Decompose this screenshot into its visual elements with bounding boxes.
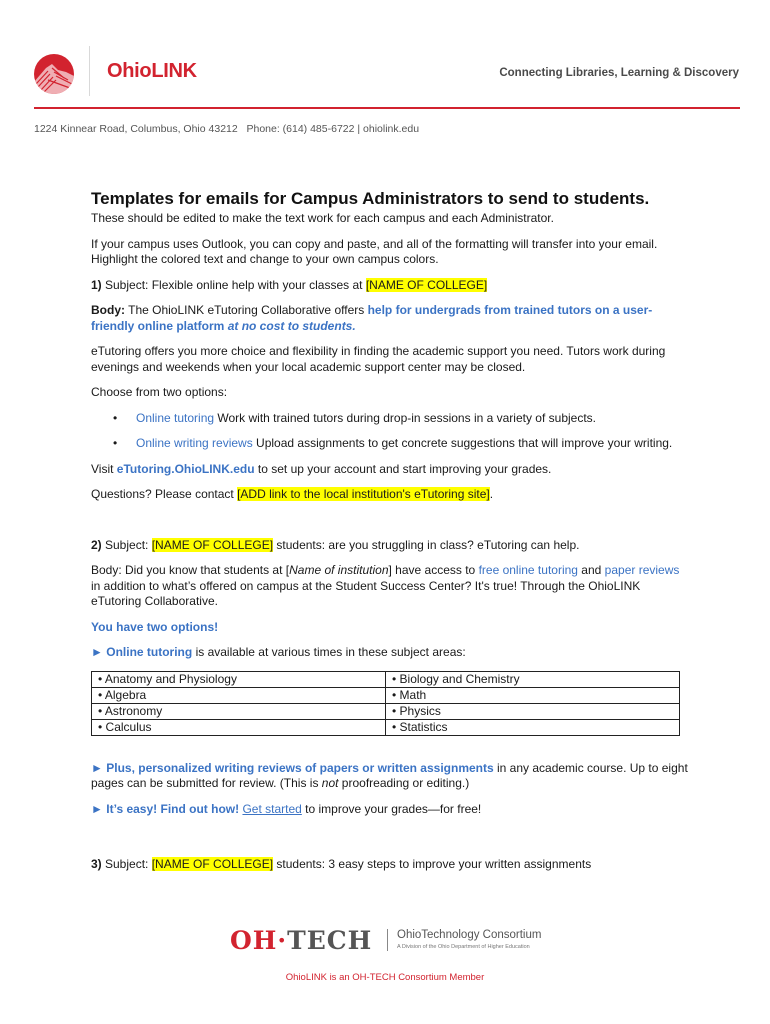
get-started-link[interactable]: Get started <box>242 801 302 816</box>
writing-reviews-line <box>91 761 691 792</box>
option-text: Work with trained tutors during drop-in sessions in a variety of subjects. <box>214 410 596 425</box>
table-cell: • Math <box>386 687 680 703</box>
table-cell: • Astronomy <box>92 703 386 719</box>
email1-subject <box>91 278 691 294</box>
address-line: 1224 Kinnear Road, Columbus, Ohio 43212 Phone: (614) 485-6722 | ohiolink.edu <box>34 123 420 135</box>
email3-number: 3) <box>91 857 102 871</box>
body-text: The OhioLINK eTutoring Collaborative offers <box>125 303 368 317</box>
subjects-table <box>91 671 680 736</box>
table-row <box>92 719 680 735</box>
subject-text: Subject: <box>101 537 152 552</box>
email3-subject <box>91 857 691 873</box>
body-label: Body: <box>91 303 125 317</box>
email1-number: 1) <box>91 277 102 292</box>
visit-text: to set up your account and start improving your grades. <box>254 461 552 476</box>
tagline: Connecting Libraries, Learning & Discovery <box>499 67 739 79</box>
ohiolink-logo-icon <box>34 54 74 94</box>
questions-text: Questions? Please contact <box>91 487 238 501</box>
subject-text: students: 3 easy steps to improve your written assignments <box>273 857 592 871</box>
brand-name: OhioLINK <box>107 60 197 82</box>
body-text: in any academic course. Up to eight pages can be submitted for review. (This is <box>91 760 688 790</box>
consortium-name: OhioTechnology Consortium <box>397 929 542 941</box>
consortium-subtitle: A Division of the Ohio Department of Higher Education <box>397 944 530 950</box>
ohtech-oh: OH <box>230 926 278 955</box>
email2-subject <box>91 538 691 554</box>
arrow-icon: ► <box>91 645 103 659</box>
easy-label: It’s easy! Find out how! <box>106 801 240 816</box>
table-cell: • Physics <box>386 703 680 719</box>
online-tutoring-link[interactable]: Online tutoring <box>106 645 193 659</box>
header-rule <box>34 107 740 109</box>
body-text: in addition to what’s offered on campus at the Student Success Center? It's true! Through the OhioLINK eTutoring Collaborative. <box>91 578 641 608</box>
body-text: Body: Did you know that students at [ <box>91 563 290 577</box>
subject-text: Subject: Flexible online help with your classes at <box>101 277 366 292</box>
page-title: Templates for emails for Campus Administrators to send to students. <box>91 189 650 208</box>
visit-text: Visit <box>91 461 117 476</box>
document-body <box>91 189 691 883</box>
table-cell: • Anatomy and Physiology <box>92 671 386 687</box>
subject-text: students: are you struggling in class? eTutoring can help. <box>273 537 580 552</box>
subject-text: Subject: <box>101 857 152 871</box>
questions-line <box>91 487 691 503</box>
paper-reviews-link[interactable]: paper reviews <box>604 563 680 577</box>
ohtech-logo <box>230 926 372 955</box>
options-list <box>91 411 691 452</box>
footer-divider <box>387 929 388 951</box>
arrow-icon: ► <box>91 760 103 775</box>
two-options-heading: You have two options! <box>91 619 219 634</box>
ohtech-dot: · <box>277 926 288 955</box>
tutoring-line <box>91 645 691 661</box>
email1-para2: eTutoring offers you more choice and flexibility in finding the academic support you need. Tutors work during evenings and weekends when your local academic support center may be closed. <box>91 344 666 374</box>
punctuation: . <box>489 487 494 501</box>
intro-outlook-text: If your campus uses Outlook, you can copy and paste, and all of the formatting will transfer into your email. Highlight the colored text and change to your own campus colors. <box>91 236 658 266</box>
get-started-line <box>91 802 691 818</box>
table-cell: • Biology and Chemistry <box>386 671 680 687</box>
ohtech-tech: TECH <box>287 926 373 955</box>
college-placeholder: [NAME OF COLLEGE] <box>151 857 274 871</box>
tutoring-text: is available at various times in these subject areas: <box>192 645 466 659</box>
visit-line <box>91 462 691 478</box>
option-link[interactable]: Online writing reviews <box>136 436 253 450</box>
table-cell: • Statistics <box>386 719 680 735</box>
body-text: ] have access to <box>388 563 479 577</box>
table-cell: • Algebra <box>92 687 386 703</box>
option-link[interactable]: Online tutoring <box>136 410 215 425</box>
header-divider <box>89 46 90 96</box>
arrow-icon: ► <box>91 801 103 816</box>
body-text: and <box>577 563 605 577</box>
email2-number: 2) <box>91 537 102 552</box>
table-row <box>92 671 680 687</box>
choose-options: Choose from two options: <box>91 385 228 399</box>
highlight-text: help for undergrads from trained tutors on a user-friendly online platform <box>91 303 653 333</box>
body-text: to improve your grades—for free! <box>301 801 482 816</box>
list-item <box>91 411 691 427</box>
email1-body <box>91 303 691 334</box>
member-note: OhioLINK is an OH-TECH Consortium Member <box>285 972 485 983</box>
link-placeholder: [ADD link to the local institution's eTutoring site] <box>237 487 490 501</box>
free-tutoring-link[interactable]: free online tutoring <box>478 563 578 577</box>
option-text: Upload assignments to get concrete suggestions that will improve your writing. <box>252 436 673 450</box>
college-placeholder: [NAME OF COLLEGE] <box>365 277 488 292</box>
body-text: proofreading or editing.) <box>338 776 470 790</box>
intro-text: These should be edited to make the text work for each campus and each Administrator. <box>91 211 554 225</box>
writing-reviews-link[interactable]: Plus, personalized writing reviews of papers or written assignments <box>106 760 494 775</box>
table-row <box>92 687 680 703</box>
emphasis-text: not <box>321 776 339 790</box>
college-placeholder: [NAME OF COLLEGE] <box>151 537 274 552</box>
etutoring-link[interactable]: eTutoring.OhioLINK.edu <box>116 461 255 476</box>
table-row <box>92 703 680 719</box>
list-item <box>91 436 691 452</box>
table-cell: • Calculus <box>92 719 386 735</box>
institution-placeholder: Name of institution <box>289 563 389 577</box>
highlight-italic-text: at no cost to students. <box>227 318 356 333</box>
email2-body <box>91 563 691 610</box>
